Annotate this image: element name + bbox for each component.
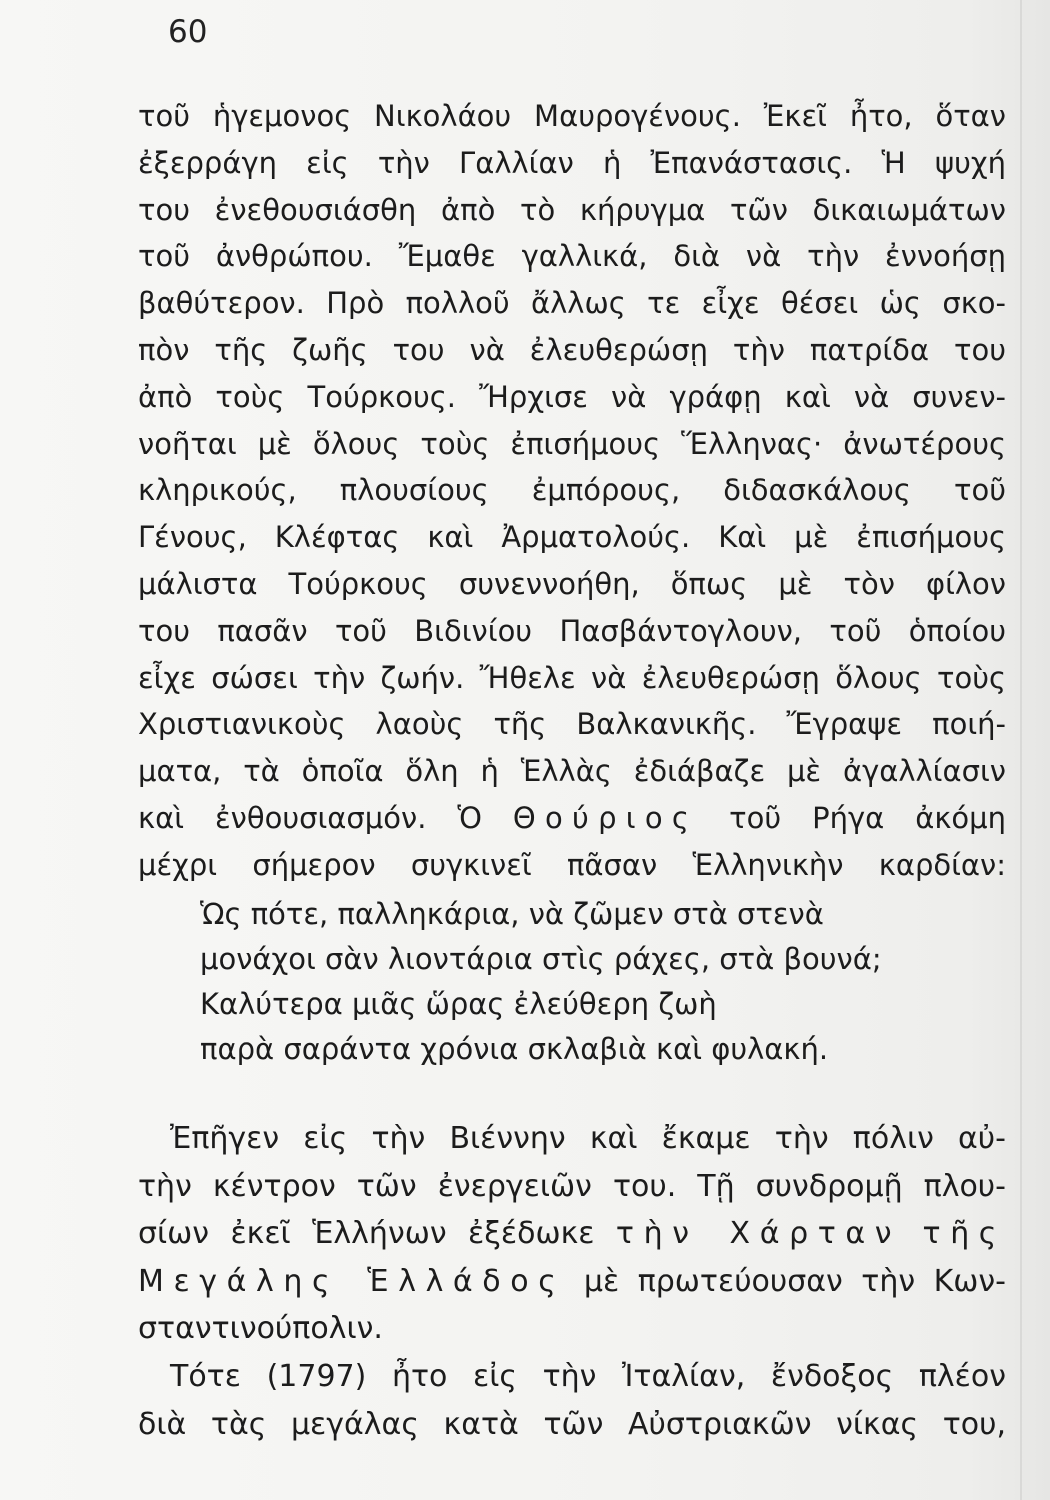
poem-verse: μονάχοι σὰν λιοντάρια στὶς ράχες, στὰ βουνά; — [200, 942, 882, 976]
text-line: τὴν κέντρον τῶν ἐνεργειῶν του. Τῇ συνδρομῇ πλου- — [138, 1168, 1006, 1204]
text-segment: καὶ ἐνθουσιασμόν. Ὁ — [138, 800, 482, 835]
text-line: πὸν τῆς ζωῆς του νὰ ἐλευθερώσῃ τὴν πατρίδα του — [138, 332, 1006, 367]
poem-title-thourios: Θούριος — [512, 800, 699, 835]
map-title-segment: Μεγάλης Ἑλλάδος — [138, 1263, 566, 1299]
text-line: του πασᾶν τοῦ Βιδινίου Πασβάντογλουν, τοῦ ὁποίου — [138, 613, 1006, 648]
poem-verse: παρὰ σαράντα χρόνια σκλαβιὰ καὶ φυλακή. — [200, 1032, 829, 1066]
text-line: εἶχε σώσει τὴν ζωήν. Ἤθελε νὰ ἐλευθερώσῃ ὅλους τοὺς — [138, 660, 1006, 695]
text-line: Τότε (1797) ἦτο εἰς τὴν Ἰταλίαν, ἔνδοξος πλέον — [170, 1359, 1006, 1394]
text-line — [138, 1258, 1006, 1306]
text-segment: μὲ πρωτεύουσαν τὴν Κων- — [583, 1263, 1006, 1299]
page-edge-shadow — [1020, 0, 1022, 1500]
poem-verse: Ὡς πότε, παλληκάρια, νὰ ζῶμεν στὰ στενὰ — [200, 897, 824, 931]
text-line: τοῦ ἀνθρώπου. Ἔμαθε γαλλικά, διὰ νὰ τὴν ἐννοήσῃ — [138, 239, 1006, 274]
text-segment: τοῦ Ρήγα ἀκόμη — [729, 800, 1006, 835]
page-number: 60 — [168, 14, 208, 50]
text-line: Γένους, Κλέφτας καὶ Ἀρματολούς. Καὶ μὲ ἐπισήμους — [138, 520, 1006, 555]
text-line — [138, 795, 1006, 842]
text-line: ἐξερράγη εἰς τὴν Γαλλίαν ἡ Ἐπανάστασις. Ἡ ψυχή — [138, 145, 1006, 180]
text-line: διὰ τὰς μεγάλας κατὰ τῶν Αὐστριακῶν νίκας του, — [138, 1406, 1006, 1442]
text-line: Ἐπῆγεν εἰς τὴν Βιέννην καὶ ἔκαμε τὴν πόλιν αὐ- — [170, 1121, 1006, 1156]
map-title-segment: τῆς — [922, 1216, 1006, 1251]
paragraph-3 — [138, 1353, 1006, 1448]
text-line: τοῦ ἡγεμονος Νικολάου Μαυρογένους. Ἐκεῖ ἦτο, ὅταν — [138, 99, 1006, 133]
paragraph-2 — [138, 1115, 1006, 1353]
text-line: κληρικούς, πλουσίους ἐμπόρους, διδασκάλους τοῦ — [138, 473, 1006, 508]
paragraph-1 — [138, 93, 1006, 889]
text-line: Χριστιανικοὺς λαοὺς τῆς Βαλκανικῆς. Ἔγραψε ποιή- — [138, 707, 1006, 742]
poem-stanza — [200, 892, 980, 1072]
map-title-segment: τὴν Χάρταν — [615, 1216, 902, 1251]
text-line: του ἐνεθουσιάσθη ἀπὸ τὸ κήρυγμα τῶν δικαιωμάτων — [138, 192, 1006, 227]
text-line: ματα, τὰ ὁποῖα ὅλη ἡ Ἑλλὰς ἐδιάβαζε μὲ ἀγαλλίασιν — [138, 754, 1006, 789]
text-line: μέχρι σήμερον συγκινεῖ πᾶσαν Ἑλληνικὴν καρδίαν: — [138, 847, 1006, 882]
text-line: μάλιστα Τούρκους συνεννοήθη, ὅπως μὲ τὸν φίλον — [138, 566, 1006, 601]
text-line: σταντινούπολιν. — [138, 1311, 383, 1346]
text-line: ἀπὸ τοὺς Τούρκους. Ἤρχισε νὰ γράφῃ καὶ νὰ συνεν- — [138, 379, 1006, 414]
text-segment: σίων ἐκεῖ Ἑλλήνων ἐξέδωκε — [138, 1216, 595, 1251]
text-line: βαθύτερον. Πρὸ πολλοῦ ἄλλως τε εἶχε θέσει ὡς σκο- — [138, 286, 1006, 321]
poem-verse: Καλύτερα μιᾶς ὥρας ἐλεύθερη ζωὴ — [200, 987, 717, 1021]
text-line: νοῆται μὲ ὅλους τοὺς ἐπισήμους Ἕλληνας· ἀνωτέρους — [138, 426, 1006, 461]
text-line — [138, 1210, 1006, 1258]
